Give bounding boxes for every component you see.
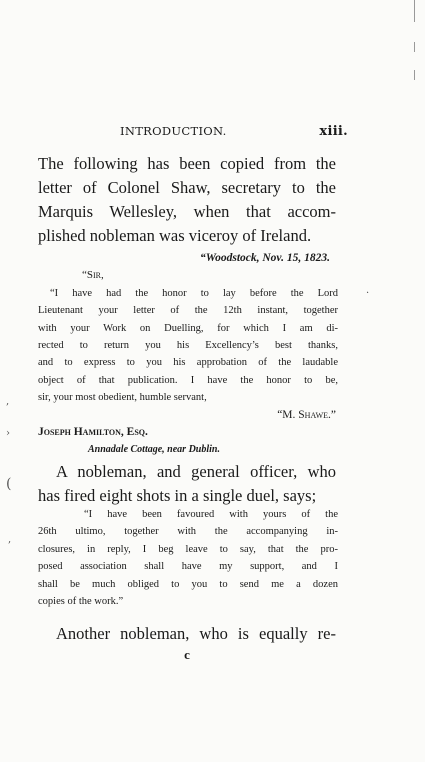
second-paragraph bbox=[38, 460, 336, 508]
letter-line: rected to return you his Excellency’s best thanks, bbox=[38, 340, 338, 352]
letter-line: “I have had the honor to lay before the Lord bbox=[50, 287, 338, 299]
running-header bbox=[120, 124, 348, 139]
page-number: xiii. bbox=[319, 124, 348, 139]
scan-edge-mark bbox=[414, 0, 415, 22]
letter-one bbox=[38, 250, 338, 459]
letter-line: with your Work on Duelling, for which I am di- bbox=[38, 322, 338, 334]
intro-line: letter of Colonel Shaw, secretary to the bbox=[38, 178, 336, 197]
letter-line: Lieutenant your letter of the 12th instant, together bbox=[38, 305, 338, 317]
letter-addressee: Joseph Hamilton, Esq. bbox=[38, 426, 148, 439]
letter-line: and to express to you his approbation of the laudable bbox=[38, 357, 338, 369]
margin-speck: · bbox=[366, 288, 370, 299]
letter-line: shall be much obliged to you to send me a dozen bbox=[38, 578, 338, 590]
letter-signature: “M. Shawe.” bbox=[277, 408, 336, 421]
intro-line: The following has been copied from the bbox=[38, 154, 336, 173]
intro-line: Marquis Wellesley, when that accom- bbox=[38, 202, 336, 221]
margin-speck: , bbox=[8, 534, 12, 545]
letter-line: closures, in reply, I beg leave to say, that the pro- bbox=[38, 543, 338, 555]
third-paragraph bbox=[38, 622, 336, 646]
letter-date: “Woodstock, Nov. 15, 1823. bbox=[199, 252, 330, 264]
para-line: has fired eight shots in a single duel, says; bbox=[38, 486, 317, 505]
header-title: INTRODUCTION. bbox=[120, 124, 227, 138]
margin-speck: › bbox=[6, 428, 10, 439]
intro-line: plished nobleman was viceroy of Ireland. bbox=[38, 226, 312, 245]
intro-paragraph bbox=[38, 152, 336, 248]
para-line: Another nobleman, who is equally re- bbox=[56, 624, 336, 643]
letter-line: 26th ultimo, together with the accompanying in- bbox=[38, 526, 338, 538]
letter-line: “I have been favoured with yours of the bbox=[84, 509, 338, 520]
scan-edge-mark bbox=[414, 42, 415, 52]
para-line: A nobleman, and general officer, who bbox=[56, 462, 336, 481]
margin-speck: , bbox=[6, 396, 10, 407]
margin-speck: ( bbox=[6, 476, 12, 492]
letter-line: sir, your most obedient, humble servant, bbox=[38, 392, 207, 404]
scan-edge-mark bbox=[414, 70, 415, 80]
letter-address: Annadale Cottage, near Dublin. bbox=[88, 444, 220, 456]
letter-two bbox=[38, 506, 338, 610]
letter-line: posed association shall have my support, and I bbox=[38, 561, 338, 573]
letter-salutation: “Sir, bbox=[82, 269, 104, 282]
letter-line: object of that publication. I have the honor to be, bbox=[38, 374, 338, 386]
signature-letter: c bbox=[184, 647, 190, 662]
letter-line: copies of the work.” bbox=[38, 596, 124, 608]
signature-mark bbox=[38, 647, 336, 663]
